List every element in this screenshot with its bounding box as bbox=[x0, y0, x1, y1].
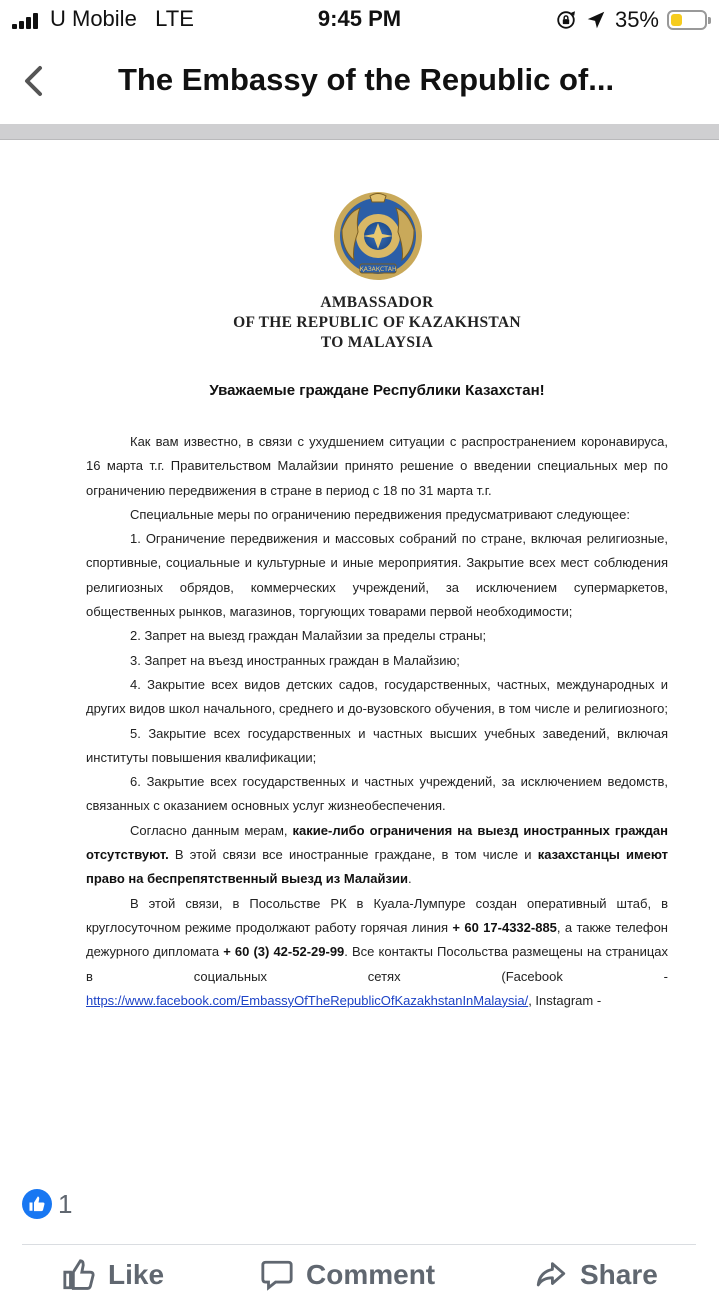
like-icon bbox=[22, 1189, 52, 1219]
diplomat-phone: + 60 (3) 42-52-29-99 bbox=[223, 944, 345, 960]
paragraph-intro: Как вам известно, в связи с ухудшением ситуации с распространением коронавируса, 16 марта т.г. Правительством Малайзии принято решение о введении специальных мер по ограничению передвижения в стране в период с 18 по 31 марта т.г. bbox=[86, 434, 668, 498]
action-bar bbox=[0, 1258, 719, 1298]
carrier-label: U Mobile LTE bbox=[50, 6, 194, 31]
paragraph-measures: Специальные меры по ограничению передвижения предусматривают следующее: bbox=[130, 506, 630, 522]
like-count: 1 bbox=[58, 1188, 73, 1219]
list-item-6: 6. Закрытие всех государственных и частных учреждений, за исключением ведомств, связанных с оказанием основных услуг жизнеобеспечения. bbox=[86, 774, 668, 814]
clock: 9:45 PM bbox=[317, 6, 402, 31]
emblem-text: ҚАЗАҚСТАН bbox=[359, 266, 397, 273]
greeting: Уважаемые граждане Республики Казахстан! bbox=[209, 382, 545, 399]
battery-percent: 35% bbox=[614, 7, 659, 32]
rotation-lock-icon bbox=[555, 9, 577, 31]
bold-kazakh-rights: казахстанцы имеют право на беспрепятственный выезд из Малайзии bbox=[86, 847, 668, 887]
ambassador-heading: AMBASSADOR bbox=[320, 294, 434, 311]
actions-divider bbox=[22, 1244, 696, 1245]
facebook-link[interactable]: https://www.facebook.com/EmbassyOfTheRepublicOfKazakhstanInMalaysia/ bbox=[86, 992, 529, 1008]
thumbs-up-icon bbox=[62, 1258, 96, 1292]
battery-icon bbox=[667, 10, 707, 30]
back-chevron-icon[interactable] bbox=[14, 60, 56, 102]
like-label: Like bbox=[108, 1259, 165, 1290]
status-bar bbox=[0, 0, 719, 40]
nav-header bbox=[0, 46, 719, 116]
share-label: Share bbox=[580, 1259, 658, 1290]
paragraph-contacts: В этой связи, в Посольстве РК в Куала-Лумпуре создан оперативный штаб, в круглосуточном режиме продолжают работу горячая линия + 60 17-4332-885, а также телефон дежурного дипломата + 60 (3) 42-52-29-99. Все контакты Посольства размещены на страницах в социальных сетях (Facebook - https://www.facebook.com/EmbassyOfTheRepublicOfKazakhstanInMalaysia/, Instagram - bbox=[86, 895, 669, 1008]
list-item-1: 1. Ограничение передвижения и массовых собраний по стране, включая религиозные, спортивные, социальные и культурные и иные мероприятия. Закрытие всех мест соблюдения религиозных обрядов, коммерческих учреждений, за исключением супермаркетов, общественных рынков, магазинов, торгующих товарами первой необходимости; bbox=[86, 531, 668, 620]
list-item-5: 5. Закрытие всех государственных и частных высших учебных заведений, включая институты повышения квалификации; bbox=[86, 725, 668, 765]
reactions-summary[interactable] bbox=[22, 1188, 72, 1220]
comment-button[interactable] bbox=[260, 1258, 435, 1292]
list-item-4: 4. Закрытие всех видов детских садов, государственных, частных, международных и других видов школ начального, среднего и до-вузовского обучения, в том числе и религиозного; bbox=[86, 676, 668, 717]
list-item-2: 2. Запрет на выезд граждан Малайзии за пределы страны; bbox=[130, 628, 487, 644]
page-title: The Embassy of the Republic of... bbox=[118, 62, 615, 97]
share-button[interactable] bbox=[534, 1258, 658, 1292]
like-button[interactable] bbox=[62, 1258, 164, 1292]
paragraph-exit-rights: Согласно данным мерам, какие-либо ограничения на выезд иностранных граждан отсутствуют. В этой связи все иностранные граждане, в том числе и казахстанцы имеют право на беспрепятственный выезд из Малайзии. bbox=[86, 822, 668, 887]
list-item-3: 3. Запрет на въезд иностранных граждан в Малайзию; bbox=[130, 652, 460, 668]
header-divider bbox=[0, 124, 719, 140]
location-icon bbox=[585, 9, 607, 31]
kazakhstan-emblem-icon bbox=[330, 190, 426, 286]
hotline-number: + 60 17-4332-885 bbox=[452, 919, 557, 935]
share-icon bbox=[534, 1258, 568, 1292]
comment-label: Comment bbox=[306, 1259, 436, 1290]
country-heading: TO MALAYSIA bbox=[320, 334, 434, 351]
republic-heading: OF THE REPUBLIC OF KAZAKHSTAN bbox=[233, 314, 521, 331]
bold-no-restrictions: какие-либо ограничения на выезд иностранных граждан отсутствуют. bbox=[86, 822, 668, 863]
status-right bbox=[555, 5, 707, 35]
comment-icon bbox=[260, 1258, 294, 1292]
letter-body bbox=[86, 430, 668, 1013]
